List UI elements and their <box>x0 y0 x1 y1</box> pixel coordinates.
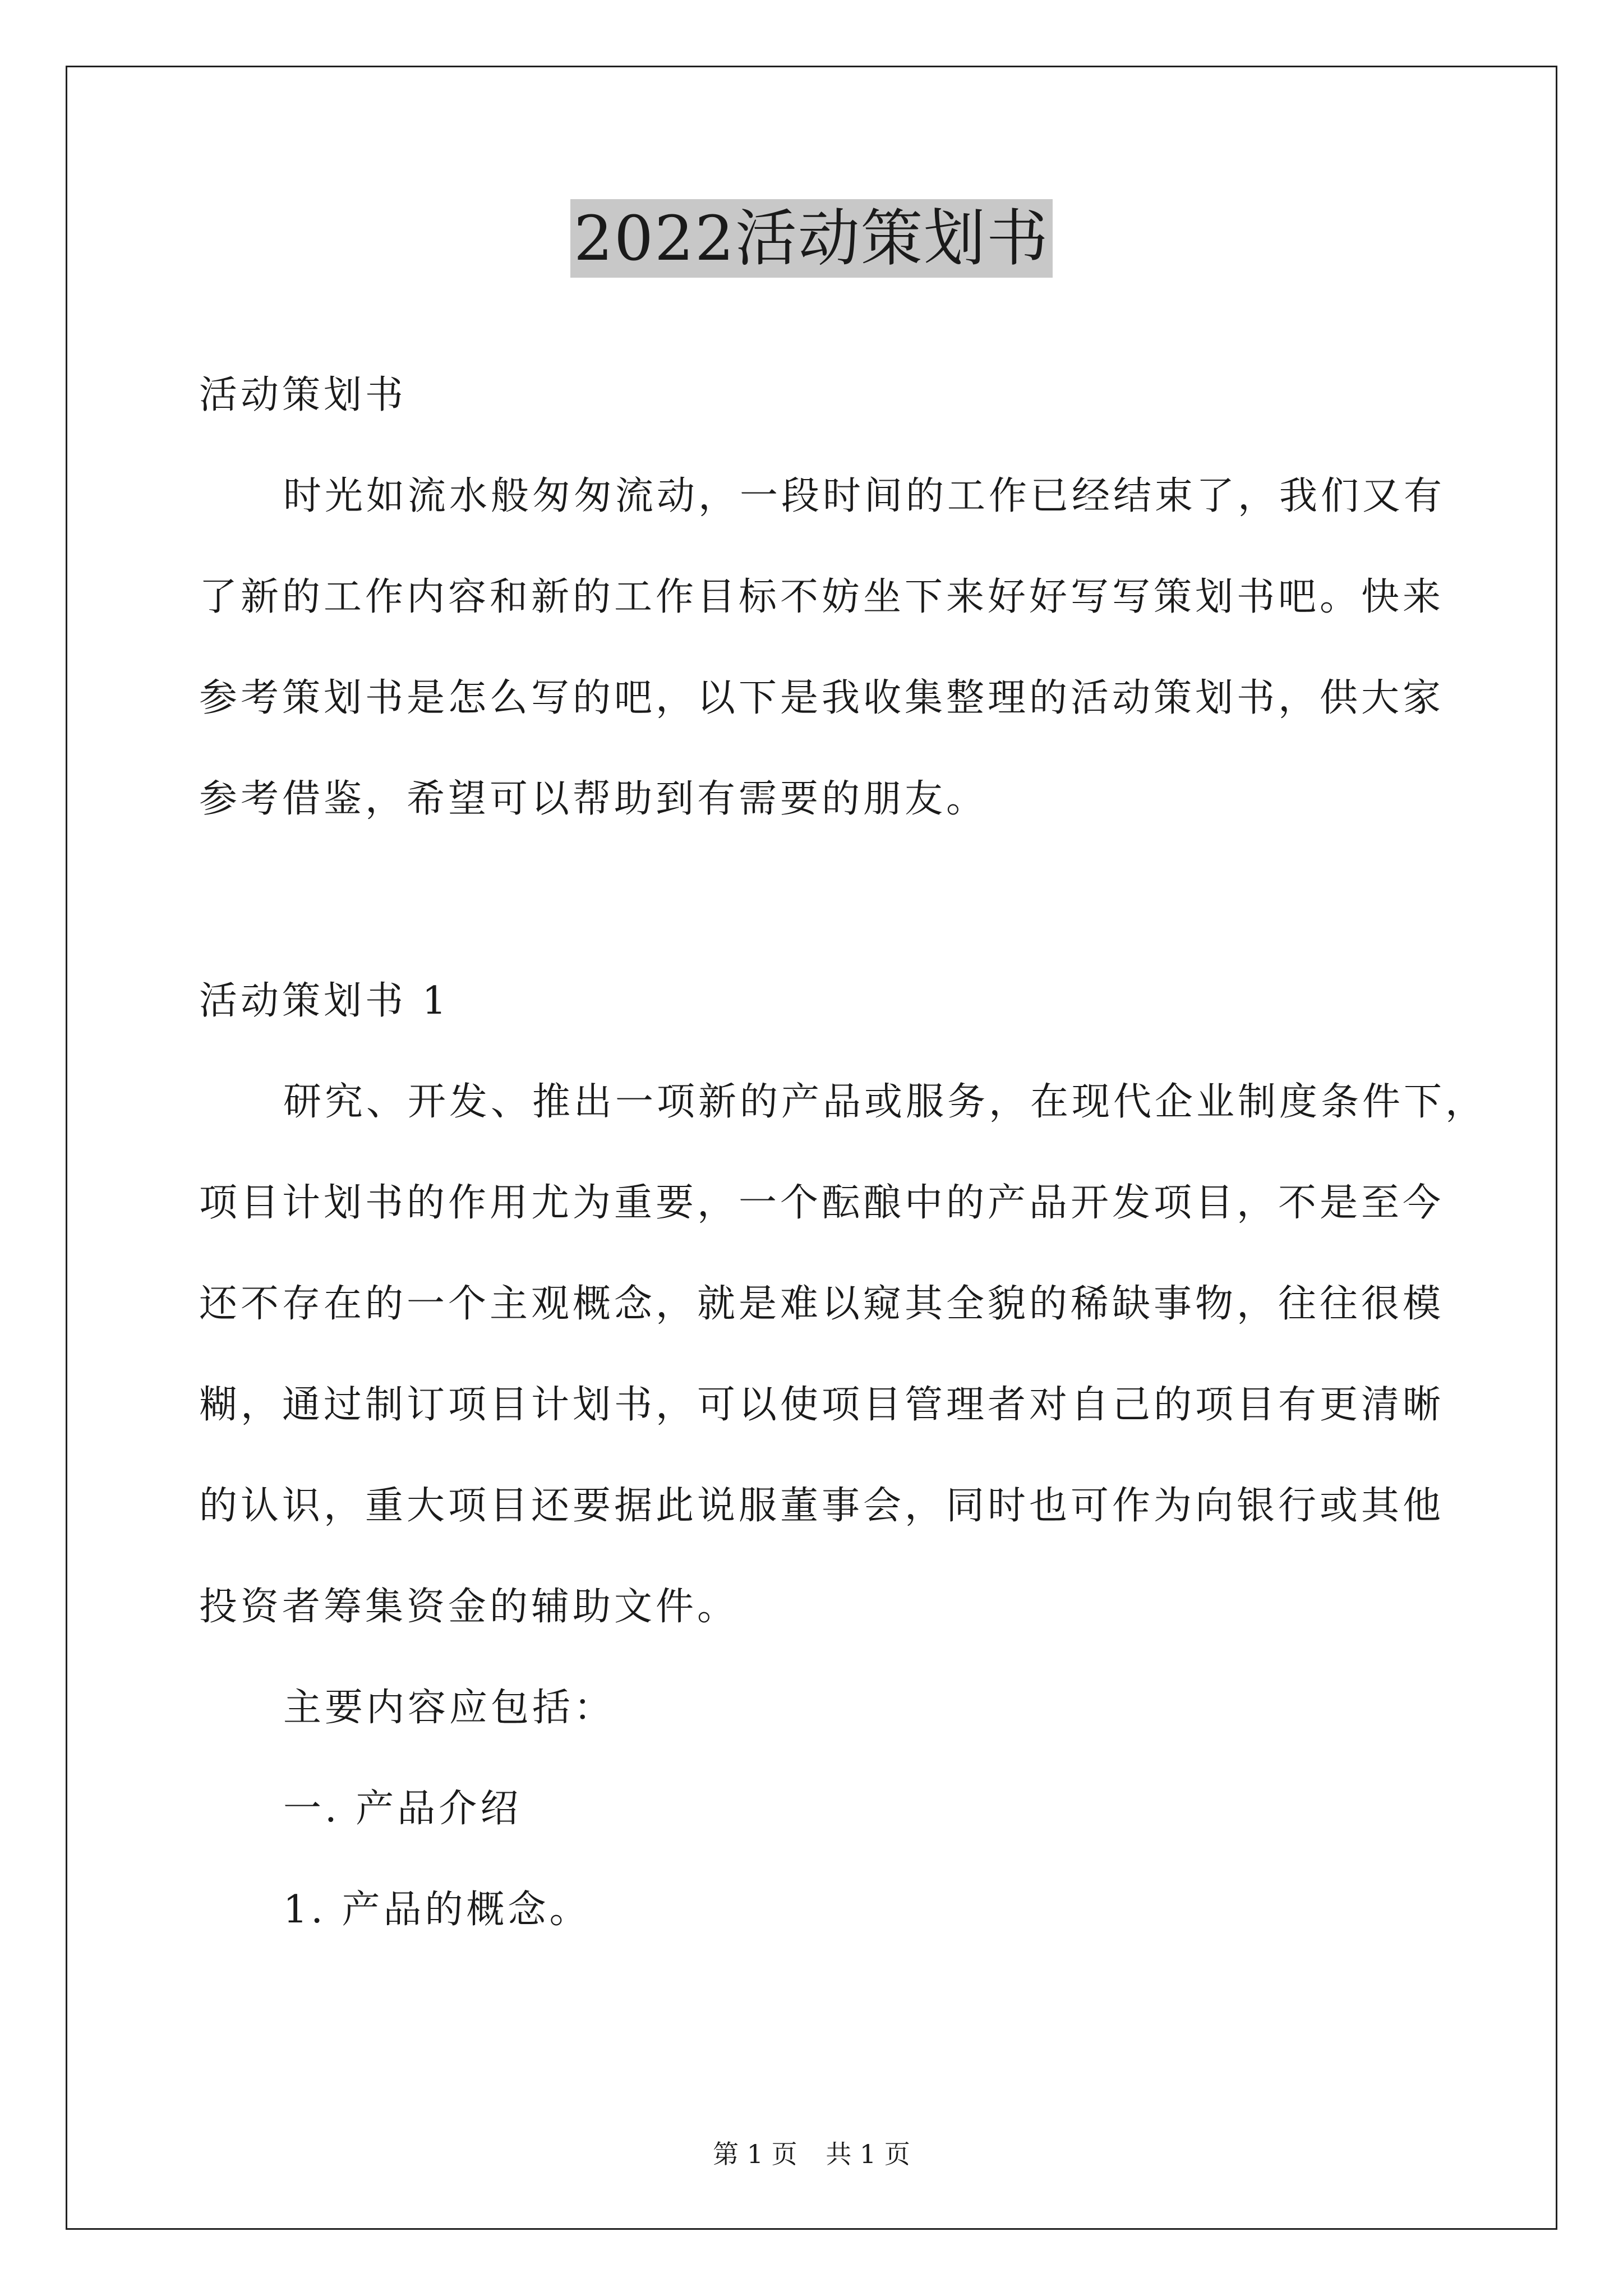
document-title: 2022活动策划书 <box>570 199 1053 278</box>
page-number: 第 1 页 <box>713 2139 797 2169</box>
section-heading: 活动策划书 <box>199 373 407 417</box>
paragraph-line: 参考借鉴，希望可以帮助到有需要的朋友。 <box>199 777 988 821</box>
paragraph-line: 项目计划书的作用尤为重要，一个酝酿中的产品开发项目，不是至今 <box>199 1181 1445 1225</box>
paragraph-line: 的认识，重大项目还要据此说服董事会，同时也可作为向银行或其他 <box>199 1484 1445 1528</box>
list-heading: 一. 产品介绍 <box>283 1787 522 1831</box>
page-total: 共 1 页 <box>826 2139 910 2169</box>
paragraph-line: 时光如流水般匆匆流动，一段时间的工作已经结束了，我们又有 <box>283 474 1446 518</box>
title-container <box>0 199 1623 278</box>
paragraph-line: 参考策划书是怎么写的吧，以下是我收集整理的活动策划书，供大家 <box>199 676 1445 720</box>
paragraph-line: 糊，通过制订项目计划书，可以使项目管理者对自己的项目有更清晰 <box>199 1383 1445 1427</box>
paragraph-line: 了新的工作内容和新的工作目标不妨坐下来好好写写策划书吧。快来 <box>199 575 1445 619</box>
paragraph-line: 研究、开发、推出一项新的产品或服务，在现代企业制度条件下， <box>283 1080 1487 1124</box>
blank-line <box>199 850 1450 951</box>
section-heading: 活动策划书 1 <box>199 979 450 1023</box>
list-item: 1. 产品的概念。 <box>283 1888 591 1932</box>
paragraph-line: 主要内容应包括： <box>283 1686 616 1730</box>
paragraph-line: 投资者筹集资金的辅助文件。 <box>199 1585 739 1629</box>
page-footer <box>0 2137 1623 2171</box>
document-body <box>199 345 1487 1961</box>
paragraph-line: 还不存在的一个主观概念，就是难以窥其全貌的稀缺事物，往往很模 <box>199 1282 1445 1326</box>
